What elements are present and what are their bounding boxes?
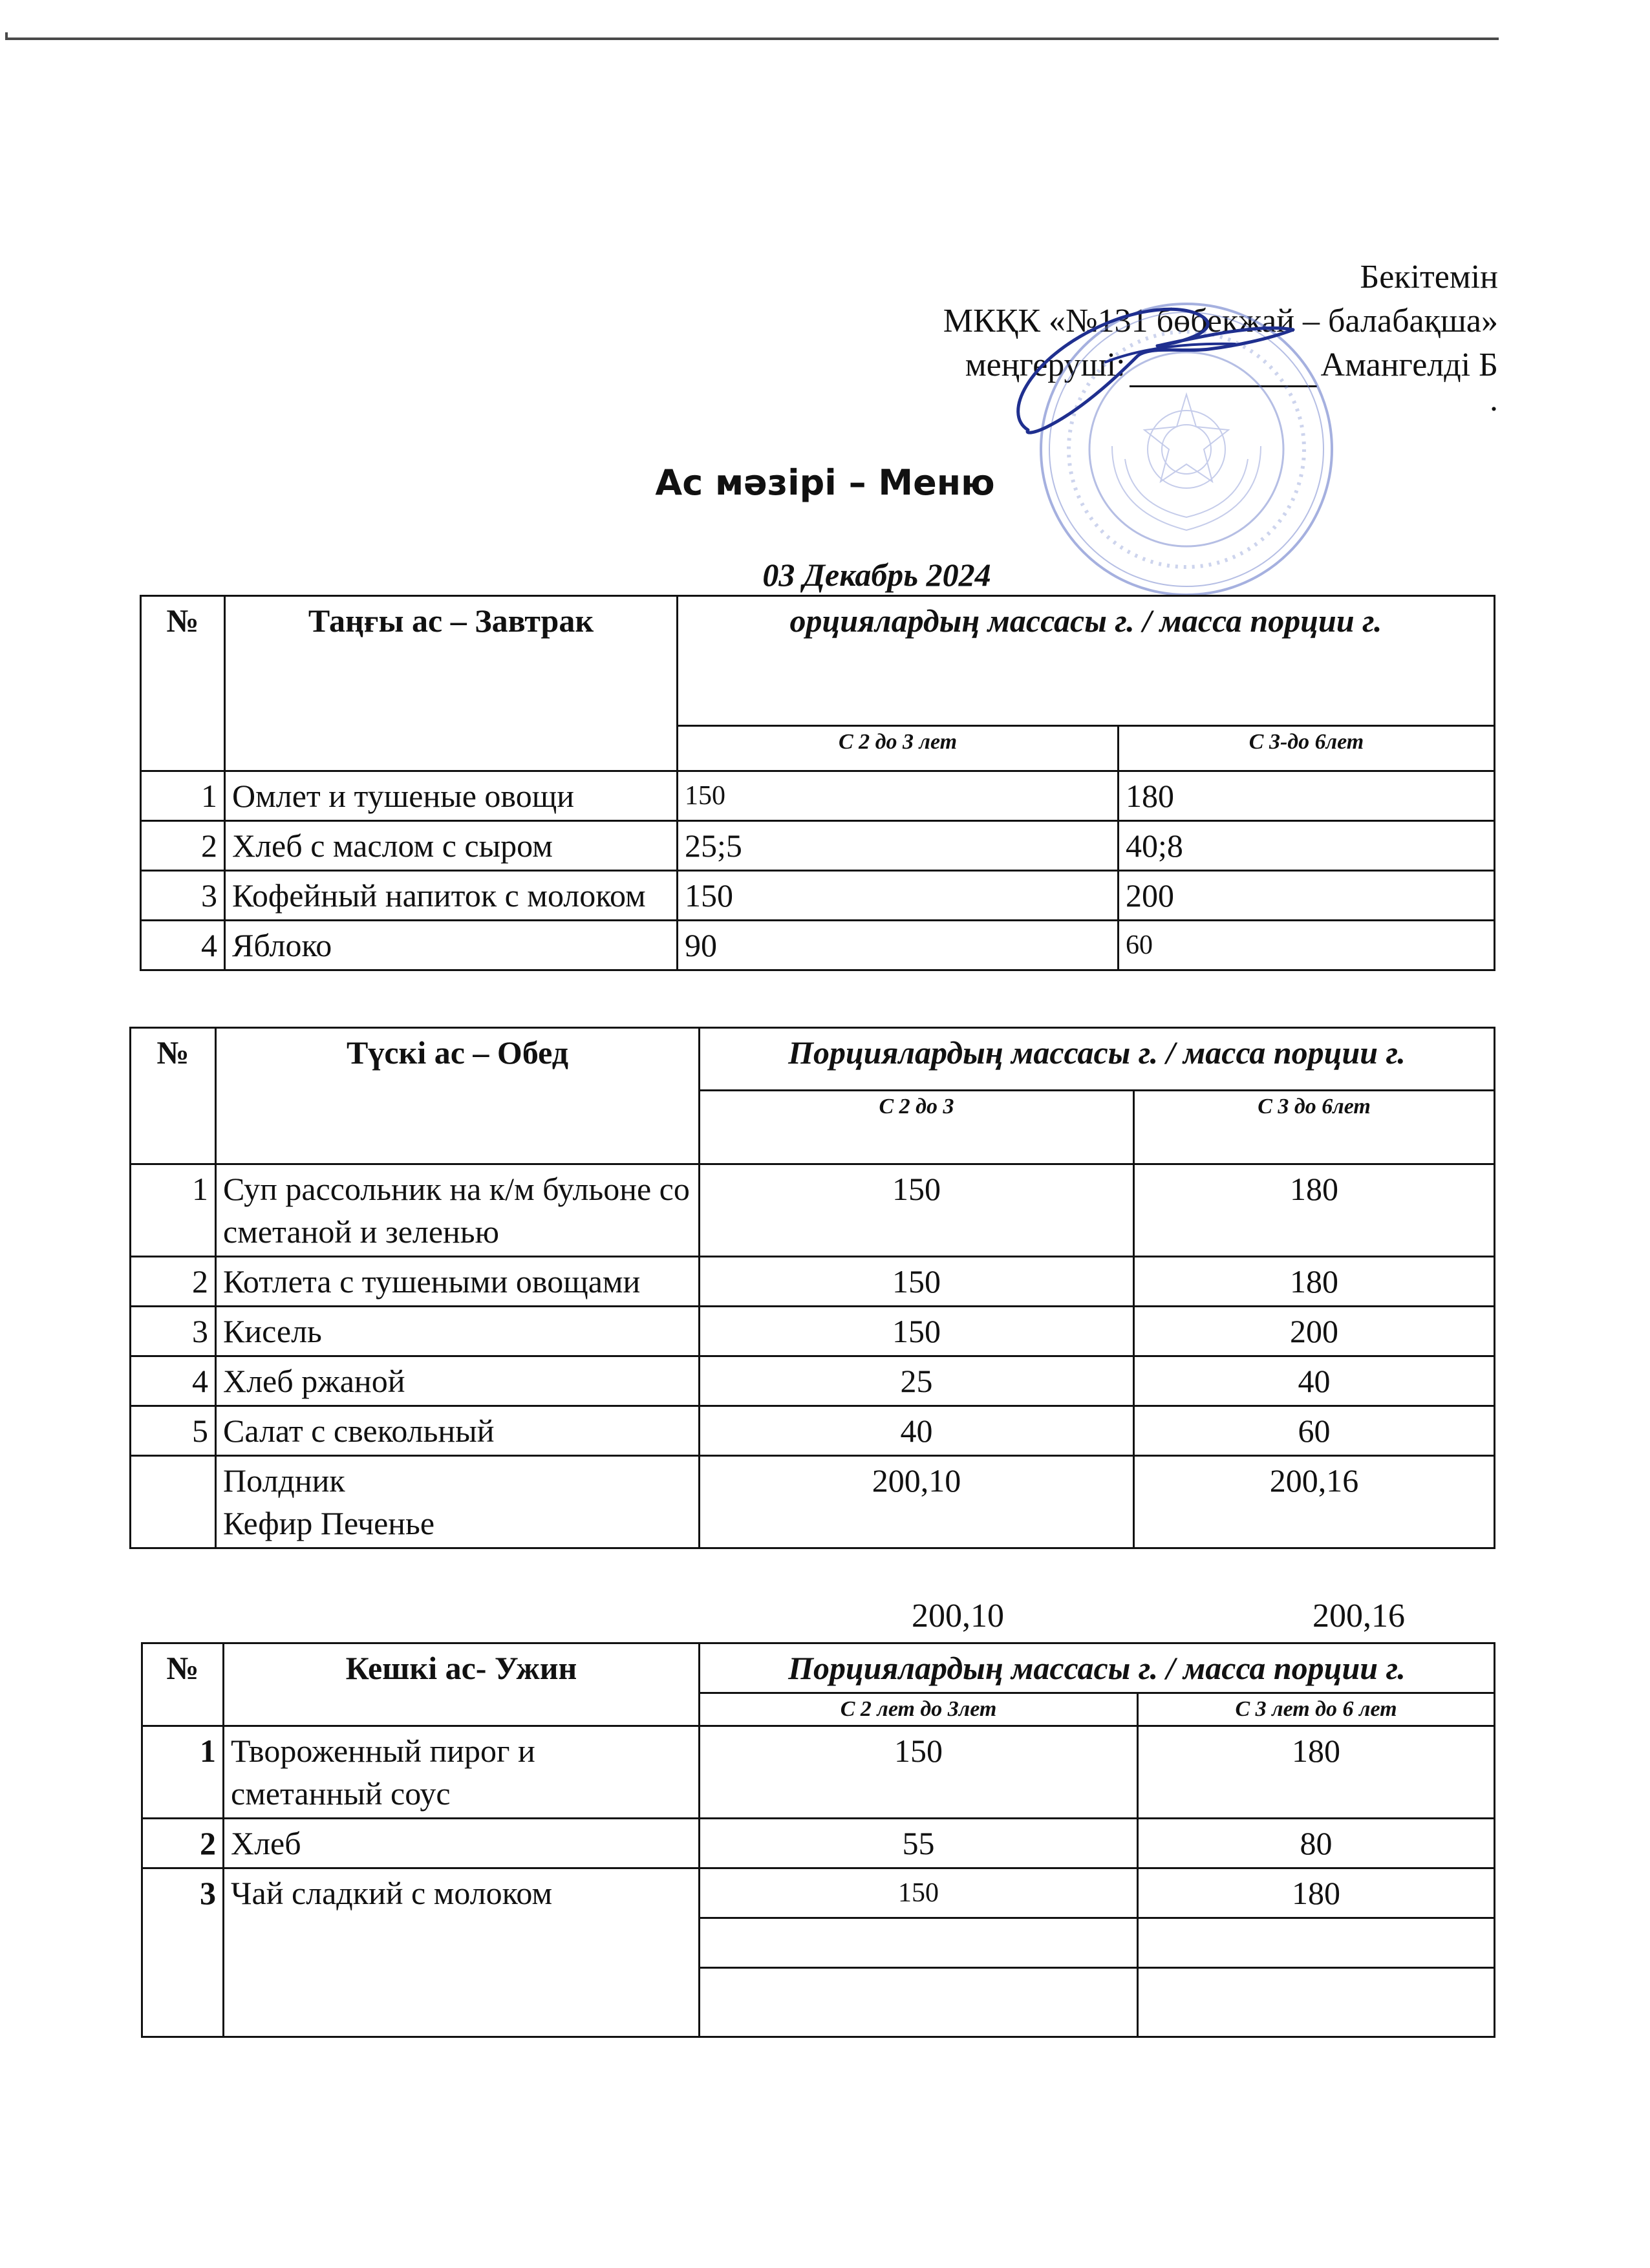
breakfast-header-row — [141, 596, 1495, 726]
table-row — [141, 821, 1495, 871]
col-portion-header: Порциялардың массасы г. / масса порции г. — [700, 1643, 1495, 1693]
portion-3-6: 180 — [1134, 1164, 1495, 1257]
age-group-2: С 3-до 6лет — [1119, 726, 1495, 771]
age-group-1: С 2 до 3 лет — [678, 726, 1119, 771]
portion-3-6: 180 — [1138, 1868, 1495, 1918]
approval-line-3 — [943, 343, 1498, 387]
portion-2-3: 150 — [678, 871, 1119, 921]
col-meal-header: Кешкі ас- Ужин — [224, 1643, 700, 1726]
dish-name: Кофейный напиток с молоком — [225, 871, 678, 921]
portion-2-3: 25;5 — [678, 821, 1119, 871]
table-row — [141, 771, 1495, 821]
row-number: 2 — [131, 1257, 216, 1307]
portion-2-3: 150 — [678, 771, 1119, 821]
row-number: 3 — [131, 1307, 216, 1356]
col-number-header: № — [131, 1028, 216, 1164]
portion-2-3: 25 — [700, 1356, 1134, 1406]
row-number: 3 — [142, 1868, 224, 2037]
portion-2-3: 150 — [700, 1164, 1134, 1257]
approval-block — [943, 255, 1498, 418]
row-number: 5 — [131, 1406, 216, 1456]
row-number: 3 — [141, 871, 225, 921]
dish-name: Кисель — [216, 1307, 700, 1356]
approval-line-2: МКҚК «№131 бөбекжай – балабақша» — [943, 303, 1498, 339]
portion-3-6: 180 — [1119, 771, 1495, 821]
approval-position: меңгеруші: — [965, 347, 1126, 383]
dish-name: Хлеб с маслом с сыром — [225, 821, 678, 871]
row-number: 2 — [142, 1819, 224, 1868]
scan-edge-tick — [5, 32, 8, 40]
row-number: 4 — [131, 1356, 216, 1406]
dish-name: Салат с свекольный — [216, 1406, 700, 1456]
portion-3-6: 40;8 — [1119, 821, 1495, 871]
extra-portion-2-3: 200,10 — [912, 1598, 1004, 1634]
portion-2-3: 150 — [700, 1257, 1134, 1307]
row-number-empty — [131, 1456, 216, 1548]
dish-name: Суп рассольник на к/м бульоне со сметаной и зеленью — [216, 1164, 700, 1257]
portion-2-3: 150 — [700, 1726, 1138, 1819]
portion-2-3: 90 — [678, 921, 1119, 970]
table-row — [141, 871, 1495, 921]
portion-2-3: 150 — [700, 1868, 1138, 1918]
col-meal-header: Таңғы ас – Завтрак — [225, 596, 678, 771]
col-number-header: № — [142, 1643, 224, 1726]
col-portion-header: Порциялардың массасы г. / масса порции г. — [700, 1028, 1495, 1091]
table-row — [131, 1164, 1495, 1257]
portion-3-6: 200 — [1119, 871, 1495, 921]
dish-name: Яблоко — [225, 921, 678, 970]
snack-row — [131, 1456, 1495, 1548]
table-row — [131, 1356, 1495, 1406]
col-meal-header: Түскі ас – Обед — [216, 1028, 700, 1164]
empty-cell — [700, 1918, 1138, 1968]
table-row — [131, 1307, 1495, 1356]
table-row — [131, 1406, 1495, 1456]
scan-edge-line — [5, 37, 1499, 40]
portion-3-6: 200 — [1134, 1307, 1495, 1356]
portion-3-6: 180 — [1138, 1726, 1495, 1819]
portion-2-3: 55 — [700, 1819, 1138, 1868]
portion-2-3: 200,10 — [700, 1456, 1134, 1548]
empty-cell — [1138, 1918, 1495, 1968]
approval-dot: . — [1490, 381, 1498, 418]
row-number: 1 — [141, 771, 225, 821]
portion-3-6: 80 — [1138, 1819, 1495, 1868]
dish-name: Хлеб — [224, 1819, 700, 1868]
dish-name: Омлет и тушеные овощи — [225, 771, 678, 821]
row-number: 1 — [131, 1164, 216, 1257]
dish-name: Хлеб ржаной — [216, 1356, 700, 1406]
signature-line — [1130, 358, 1317, 387]
row-number: 1 — [142, 1726, 224, 1819]
document-title: Ас мәзірі – Меню — [655, 462, 995, 503]
portion-3-6: 180 — [1134, 1257, 1495, 1307]
table-row — [131, 1257, 1495, 1307]
age-group-1: С 2 лет до 3лет — [700, 1693, 1138, 1726]
row-number: 2 — [141, 821, 225, 871]
empty-cell — [1138, 1968, 1495, 2037]
portion-3-6: 40 — [1134, 1356, 1495, 1406]
snack-title: Полдник — [223, 1462, 345, 1499]
snack-items: Кефир Печенье — [223, 1505, 435, 1541]
lunch-table — [129, 1027, 1495, 1549]
table-row — [141, 921, 1495, 970]
portion-2-3: 150 — [700, 1307, 1134, 1356]
empty-cell — [700, 1968, 1138, 2037]
age-group-1: С 2 до 3 — [700, 1090, 1134, 1164]
snack-name — [216, 1456, 700, 1548]
breakfast-table — [140, 595, 1495, 971]
dinner-table — [141, 1642, 1495, 2038]
portion-3-6: 200,16 — [1134, 1456, 1495, 1548]
dish-name: Чай сладкий с молоком — [224, 1868, 700, 2037]
dish-name: Котлета с тушеными овощами — [216, 1257, 700, 1307]
dinner-header-row — [142, 1643, 1495, 1693]
portion-3-6: 60 — [1134, 1406, 1495, 1456]
col-portion-header: орциялардың массасы г. / масса порции г. — [678, 596, 1495, 726]
age-group-2: С 3 лет до 6 лет — [1138, 1693, 1495, 1726]
approval-line-1: Бекітемін — [1360, 259, 1498, 295]
age-group-2: С 3 до 6лет — [1134, 1090, 1495, 1164]
row-number: 4 — [141, 921, 225, 970]
table-row — [142, 1868, 1495, 1918]
portion-2-3: 40 — [700, 1406, 1134, 1456]
dish-name: Твороженный пирог и сметанный соус — [224, 1726, 700, 1819]
table-row — [142, 1819, 1495, 1868]
approval-name: Амангелді Б — [1320, 347, 1498, 383]
document-date: 03 Декабрь 2024 — [762, 557, 991, 593]
col-number-header: № — [141, 596, 225, 771]
lunch-header-row — [131, 1028, 1495, 1091]
table-row — [142, 1726, 1495, 1819]
extra-portion-3-6: 200,16 — [1312, 1598, 1405, 1634]
portion-3-6: 60 — [1119, 921, 1495, 970]
